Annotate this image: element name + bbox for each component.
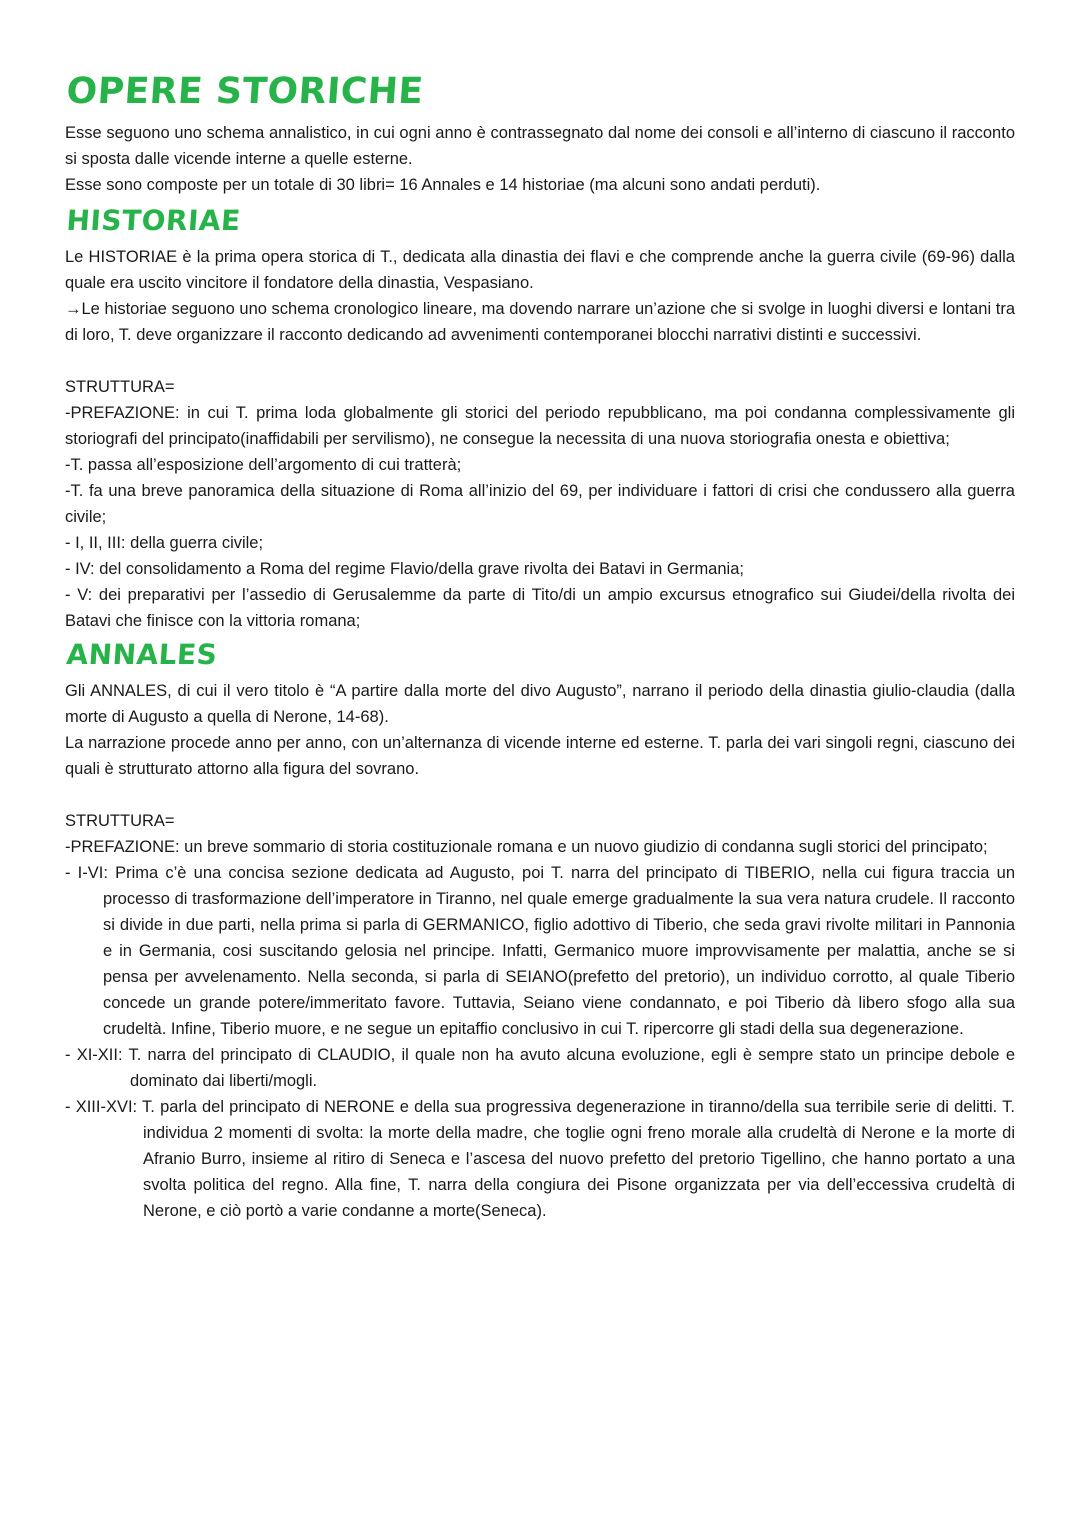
annales-books-1-6: - I-VI: Prima c’è una concisa sezione dedicata ad Augusto, poi T. narra del principato di TIBERIO, nella cui figura traccia un processo di trasformazione dell’imperatore in Tiranno, nel quale emerge gradualmente la sua vera natura crudele. Il racconto si divide in due parti, nella prima si parla di GERMANICO, figlio adottivo di Tiberio, che seda gravi rivolte militari in Pannonia e in Germania, cosi suscitando gelosia nel principe. Infatti, Germanico muore improvvisamente per malattia, anche se si pensa per avvelenamento. Nella seconda, si parla di SEIANO(prefetto del pretorio), un individuo corrotto, al quale Tiberio concede un grande potere/immeritato favore. Tuttavia, Seiano viene condannato, e poi Tiberio dà libero sfogo alla sua crudeltà. Infine, Tiberio muore, e ne segue un epitaffio conclusivo in cui T. ripercorre gli stadi della sua degenerazione. xyxy=(65,864,1015,1038)
historiae-paragraph-1: Le HISTORIAE è la prima opera storica di T., dedicata alla dinastia dei flavi e che comprende anche la guerra civile (69-96) dalla quale era uscito vincitore il fondatore della dinastia, Vespasiano. xyxy=(65,248,1015,292)
annales-structure-label: STRUTTURA= xyxy=(65,812,175,830)
annales-heading: ANNALES xyxy=(65,638,219,671)
historiae-structure-label: STRUTTURA= xyxy=(65,378,175,396)
spacer xyxy=(65,348,1015,374)
page-title: OPERE STORICHE xyxy=(65,71,425,112)
document-page xyxy=(65,70,1015,1224)
annales-paragraph-1: Gli ANNALES, di cui il vero titolo è “A partire dalla morte del divo Augusto”, narrano il periodo della dinastia giulio-claudia (dalla morte di Augusto a quella di Nerone, 14-68). xyxy=(65,682,1015,726)
historiae-structure-item: -T. fa una breve panoramica della situazione di Roma all’inizio del 69, per individuare i fattori di crisi che condussero alla guerra civile; xyxy=(65,482,1015,526)
spacer xyxy=(65,782,1015,808)
historiae-paragraph-2: →Le historiae seguono uno schema cronologico lineare, ma dovendo narrare un’azione che si svolge in luoghi diversi e lontani tra di loro, T. deve organizzare il racconto dedicando ad avvenimenti contemporanei blocchi narrativi distinti e successivi. xyxy=(65,300,1015,344)
historiae-structure-item: - I, II, III: della guerra civile; xyxy=(65,534,264,552)
historiae-structure-item: -T. passa all’esposizione dell’argomento di cui tratterà; xyxy=(65,456,462,474)
annales-books-13-16: - XIII-XVI: T. parla del principato di NERONE e della sua progressiva degenerazione in tiranno/della sua terribile serie di delitti. T. individua 2 momenti di svolta: la morte della madre, che toglie ogni freno morale alla crudeltà di Nerone e la morte di Afranio Burro, insieme al ritiro di Seneca e l’ascesa del nuovo prefetto del pretorio Tigellino, che hanno portato a una svolta politica del regno. Alla fine, T. narra della congiura dei Pisone organizzata per via dell’eccessiva crudeltà di Nerone, e ciò portò a varie condanne a morte(Seneca). xyxy=(65,1098,1015,1220)
intro-paragraph-1: Esse seguono uno schema annalistico, in cui ogni anno è contrassegnato dal nome dei consoli e all’interno di ciascuno il racconto si sposta dalle vicende interne a quelle esterne. xyxy=(65,124,1015,168)
annales-prefazione: -PREFAZIONE: un breve sommario di storia costituzionale romana e un nuovo giudizio di condanna sugli storici del principato; xyxy=(65,838,988,856)
historiae-structure-item: - IV: del consolidamento a Roma del regime Flavio/della grave rivolta dei Batavi in Germania; xyxy=(65,560,744,578)
historiae-heading: HISTORIAE xyxy=(65,204,242,237)
historiae-structure-item: - V: dei preparativi per l’assedio di Gerusalemme da parte di Tito/di un ampio excursus etnografico sui Giudei/della rivolta dei Batavi che finisce con la vittoria romana; xyxy=(65,586,1015,630)
intro-paragraph-2: Esse sono composte per un totale di 30 libri= 16 Annales e 14 historiae (ma alcuni sono andati perduti). xyxy=(65,176,821,194)
annales-paragraph-2: La narrazione procede anno per anno, con un’alternanza di vicende interne ed esterne. T. parla dei vari singoli regni, ciascuno dei quali è strutturato attorno alla figura del sovrano. xyxy=(65,734,1015,778)
annales-books-11-12: - XI-XII: T. narra del principato di CLAUDIO, il quale non ha avuto alcuna evoluzione, egli è sempre stato un principe debole e dominato dai liberti/mogli. xyxy=(65,1046,1015,1090)
historiae-structure-item: -PREFAZIONE: in cui T. prima loda globalmente gli storici del periodo repubblicano, ma poi condanna complessivamente gli storiografi del principato(inaffidabili per servilismo), ne consegue la necessita di una nuova storiografia onesta e obiettiva; xyxy=(65,404,1015,448)
